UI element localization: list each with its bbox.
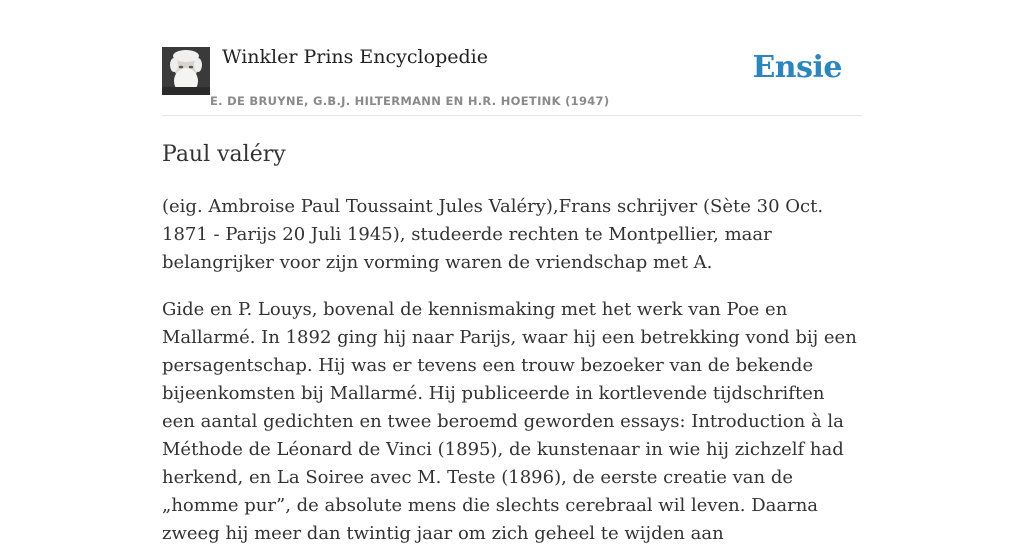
- ensie-logo[interactable]: Ensie: [752, 50, 842, 85]
- page: [162, 0, 862, 548]
- book-title[interactable]: Winkler Prins Encyclopedie: [222, 46, 488, 68]
- author-portrait-icon[interactable]: [162, 47, 210, 95]
- header: [162, 0, 862, 116]
- article-title: Paul valéry: [162, 142, 286, 167]
- article-paragraph: Gide en P. Louys, bovenal de kennismaking met het werk van Poe en Mallarmé. In 1892 ging hij naar Parijs, waar hij een betrekking vond bij een persagentschap. Hij was er tevens een trouw bezoeker van de bekende bijeenkomsten bij Mallarmé. Hij publiceerde in kortlevende tijdschriften een aantal gedichten en twee beroemd geworden essays: Introduction à la Méthode de Léonard de Vinci (1895), de kunstenaar in wie hij zichzelf had herkend, en La Soiree avec M. Teste (1896), de eerste creatie van de „homme pur”, de absolute mens die slechts cerebraal wil leven. Daarna zweeg hij meer dan twintig jaar om zich geheel te wijden aan: [162, 299, 857, 544]
- authors-line: E. DE BRUYNE, G.B.J. HILTERMANN EN H.R. HOETINK (1947): [210, 94, 610, 108]
- article-paragraph: (eig. Ambroise Paul Toussaint Jules Valéry),Frans schrijver (Sète 30 Oct. 1871 - Parijs 20 Juli 1945), studeerde rechten te Montpellier, maar belangrijker voor zijn vorming waren de vriendschap met A.: [162, 196, 824, 273]
